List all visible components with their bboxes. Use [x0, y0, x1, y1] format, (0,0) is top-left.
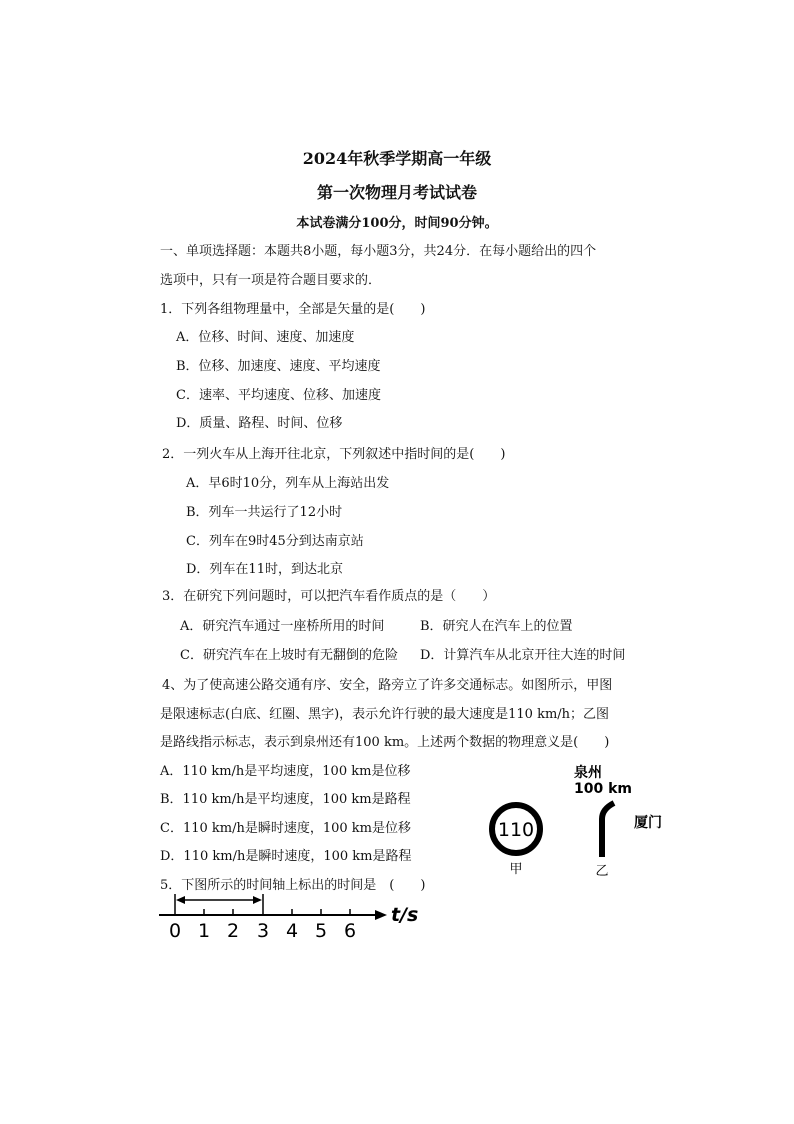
question-3-stem: 3．在研究下列问题时，可以把汽车看作质点的是（ ） [162, 589, 496, 604]
section-instruction-line1: 一、单项选择题：本题共8小题，每小题3分，共24分．在每小题给出的四个 [160, 244, 597, 259]
traffic-signs-figure [470, 755, 680, 885]
question-2-stem: 2．一列火车从上海开往北京，下列叙述中指时间的是( ) [162, 447, 506, 462]
axis-label-4: 4 [285, 920, 299, 942]
time-axis-figure [155, 890, 425, 950]
question-3-option-b: B．研究人在汽车上的位置 [420, 619, 573, 634]
question-1-option-b: B．位移、加速度、速度、平均速度 [176, 359, 381, 374]
route-sign-arrow [602, 803, 614, 857]
question-4-option-c: C．110 km/h是瞬时速度，100 km是位移 [160, 821, 411, 836]
question-2-option-b: B．列车一共运行了12小时 [186, 505, 343, 520]
question-4-option-b: B．110 km/h是平均速度，100 km是路程 [160, 792, 411, 807]
time-axis-arrowhead [375, 910, 387, 920]
question-3-option-d: D．计算汽车从北京开往大连的时间 [420, 648, 626, 663]
question-4-line3: 是路线指示标志，表示到泉州还有100 km。上述两个数据的物理意义是( ) [160, 735, 610, 750]
axis-label-5: 5 [314, 920, 328, 942]
time-interval-right-arrow [253, 896, 262, 904]
exam-title-line2: 第一次物理月考试试卷 [316, 183, 477, 202]
question-1-stem: 1．下列各组物理量中，全部是矢量的是( ) [160, 302, 426, 317]
axis-label-6: 6 [343, 920, 357, 942]
axis-label-0: 0 [168, 920, 182, 942]
question-4-line2: 是限速标志(白底、红圈、黑字)，表示允许行驶的最大速度是110 km/h；乙图 [160, 707, 610, 722]
exam-title-line1: 2024年秋季学期高一年级 [302, 149, 492, 168]
question-2-option-c: C．列车在9时45分到达南京站 [186, 534, 364, 549]
exam-subtitle: 本试卷满分100分，时间90分钟。 [296, 216, 498, 231]
route-destination-right: 厦门 [634, 815, 662, 831]
question-1-option-a: A．位移、时间、速度、加速度 [176, 330, 355, 345]
question-3-option-c: C．研究汽车在上坡时有无翻倒的危险 [180, 648, 398, 663]
question-1-option-d: D．质量、路程、时间、位移 [176, 416, 343, 431]
question-4-line1: 4、为了使高速公路交通有序、安全，路旁立了许多交通标志。如图所示，甲图 [162, 678, 613, 693]
axis-label-2: 2 [226, 920, 240, 942]
section-instruction-line2: 选项中，只有一项是符合题目要求的． [160, 273, 382, 288]
speed-limit-value: 110 [497, 819, 535, 841]
question-4-option-d: D．110 km/h是瞬时速度，100 km是路程 [160, 849, 412, 864]
question-4-option-a: A．110 km/h是平均速度，100 km是位移 [160, 764, 411, 779]
question-3-option-a: A．研究汽车通过一座桥所用的时间 [180, 619, 385, 634]
figure-label-yi: 乙 [595, 864, 609, 879]
question-2-option-a: A．早6时10分，列车从上海站出发 [186, 476, 390, 491]
axis-unit-label: t/s [391, 904, 419, 926]
question-1-option-c: C．速率、平均速度、位移、加速度 [176, 388, 381, 403]
question-2-option-d: D．列车在11时，到达北京 [186, 562, 343, 577]
time-interval-left-arrow [176, 896, 185, 904]
route-distance: 100 km [574, 781, 632, 797]
axis-label-3: 3 [256, 920, 270, 942]
question-5-stem: 5．下图所示的时间轴上标出的时间是 ( ) [160, 878, 426, 893]
route-destination-top: 泉州 [574, 765, 602, 781]
axis-label-1: 1 [197, 920, 211, 942]
figure-label-jia: 甲 [509, 862, 523, 877]
